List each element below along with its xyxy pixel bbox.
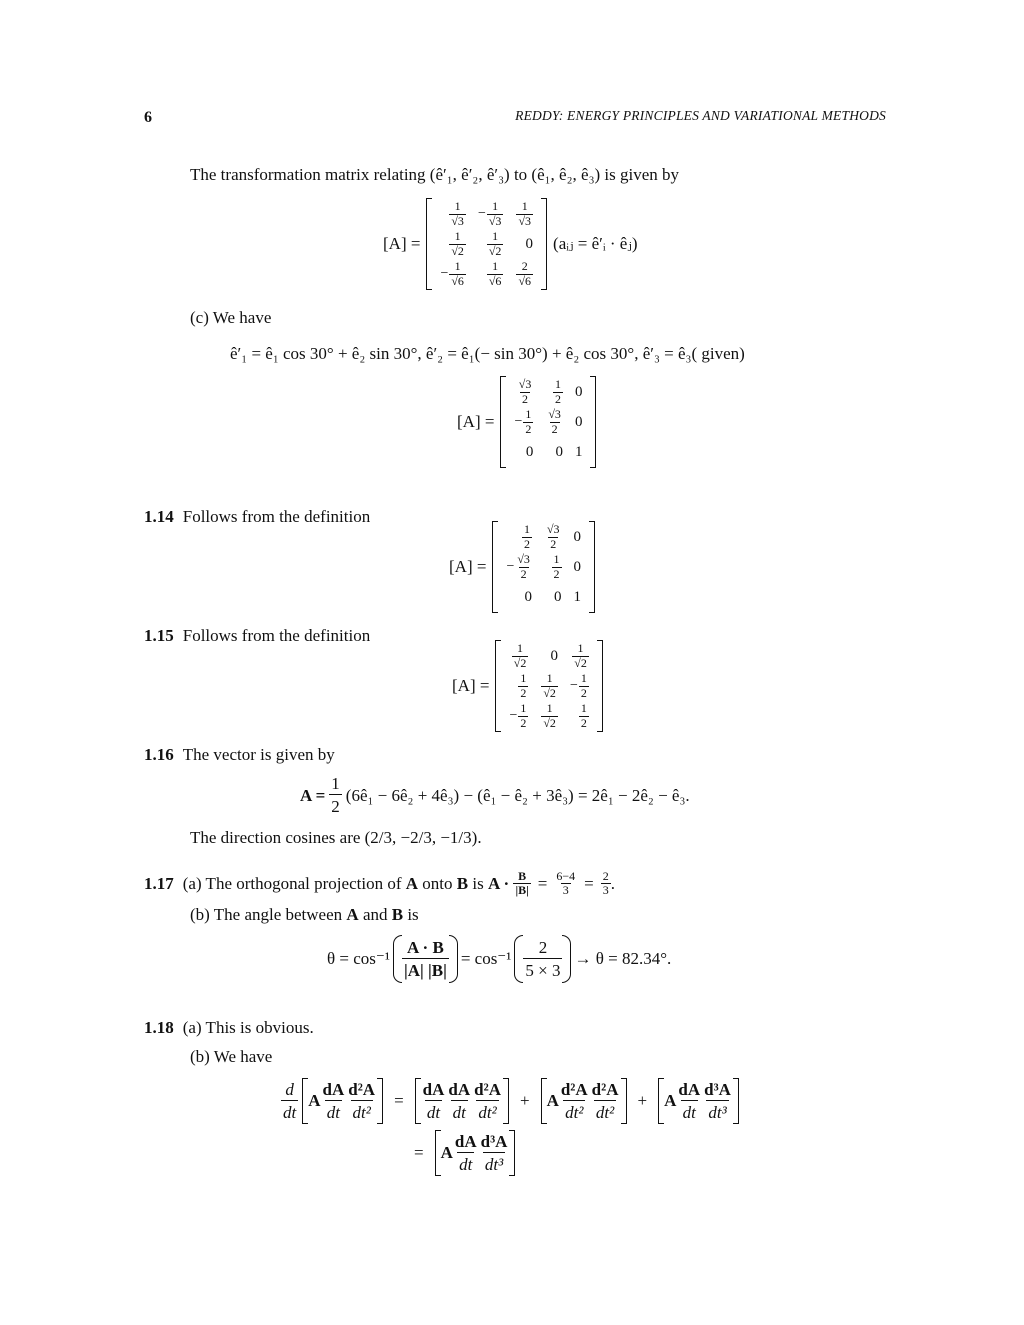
fraction-numerator: 1 (580, 701, 587, 716)
matrix-cell (568, 582, 588, 612)
fraction-denominator: √2 (543, 715, 556, 730)
fraction-numerator: 6−4 (556, 869, 576, 883)
fraction-numerator: 1 (454, 199, 461, 214)
entry-fraction (552, 553, 562, 580)
bracket-term (541, 1078, 627, 1124)
fraction-numerator: 1 (580, 671, 587, 686)
theta-arccos: θ = cos⁻¹ (327, 949, 390, 969)
unit-b-fraction (513, 870, 530, 897)
fraction-numerator: dA (448, 1079, 471, 1099)
equals-sign: = (537, 874, 548, 894)
matrix-cell (503, 701, 534, 731)
fraction-numerator: dA (422, 1079, 445, 1099)
fraction-denominator: dt (681, 1100, 698, 1123)
problem-1-16-text (144, 744, 335, 765)
matrix-cell (503, 671, 534, 701)
problem-1-15-equation (452, 640, 603, 732)
is-word: is (407, 905, 419, 924)
entry-fraction (579, 672, 589, 699)
matrix-note: (aᵢⱼ = ê′ᵢ · êⱼ) (553, 234, 638, 254)
matrix-entry: 1 (574, 443, 583, 460)
fraction-denominator: 3 (602, 883, 609, 898)
second-derivative (472, 1079, 503, 1124)
direction-cosines: The direction cosines are (2/3, −2/3, −1/3). (190, 828, 482, 847)
entry-fraction (541, 672, 558, 699)
derivative-equation-line-1 (281, 1078, 743, 1124)
second-derivative (590, 1079, 621, 1124)
part-a-text: (a) This is obvious. (182, 1018, 314, 1037)
matrix-cell (509, 229, 539, 259)
entry-fraction (522, 523, 532, 550)
fraction-denominator: 2 (550, 536, 557, 551)
problem-statement: The vector is given by (182, 745, 335, 764)
problem-number: 1.14 (144, 507, 174, 526)
matrix-cell (534, 701, 564, 731)
entry-sign: − (477, 206, 486, 222)
entry-sign: − (509, 708, 518, 724)
vector-a: A (405, 874, 419, 894)
fraction-denominator: √3 (488, 213, 502, 228)
matrix-cell (509, 259, 539, 289)
matrix-row (503, 641, 594, 671)
matrix-cell (538, 552, 568, 582)
bracket-term (415, 1078, 509, 1124)
fraction-numerator: d²A (560, 1079, 588, 1099)
third-derivative (479, 1131, 510, 1176)
fraction-denominator: 5 × 3 (523, 958, 562, 981)
fraction-denominator: dt (457, 1152, 474, 1175)
projection-fraction (554, 870, 577, 897)
matrix-row (434, 259, 539, 289)
vector-a: A (440, 1143, 453, 1163)
fraction-denominator: 2 (580, 715, 587, 730)
matrix-entry: 0 (524, 588, 532, 605)
half-fraction (329, 773, 342, 818)
problem-1-18-part-a (144, 1017, 314, 1038)
fraction-numerator: 1 (525, 407, 532, 422)
dot-over-norms (402, 937, 449, 982)
vector-lhs: A = (300, 785, 326, 805)
fraction-numerator: B (518, 869, 527, 883)
entry-sign: − (440, 266, 449, 282)
fraction-numerator: 1 (492, 259, 499, 274)
matrix-cell (508, 407, 539, 437)
fraction-denominator: √3 (451, 213, 464, 228)
vector-a: A (546, 1091, 559, 1111)
vector-b: B (391, 905, 404, 924)
bracket-term (658, 1078, 739, 1124)
vector-a: A (308, 1091, 321, 1111)
fraction-denominator: dt (281, 1100, 298, 1123)
fraction-numerator: 1 (521, 199, 528, 214)
vector-a: A (346, 905, 359, 924)
fraction-denominator: √6 (488, 273, 502, 288)
problem-statement: Follows from the definition (182, 507, 371, 526)
problem-1-18-part-b: (b) We have (190, 1047, 273, 1066)
entry-fraction (449, 230, 466, 257)
matrix-cell (434, 259, 472, 289)
first-derivative (676, 1079, 702, 1124)
bracket-term (435, 1130, 516, 1176)
derivative-equation-line-2 (407, 1130, 519, 1176)
a-dot: A · (487, 874, 510, 894)
fraction-numerator: d (285, 1079, 294, 1099)
fraction-numerator: d³A (480, 1131, 508, 1151)
fraction-denominator: √3 (518, 213, 532, 228)
entry-fraction (449, 260, 466, 287)
fraction-numerator: 1 (492, 229, 499, 244)
matrix-row (434, 199, 539, 229)
vector-rhs: (6ê₁ − 6ê₂ + 4ê₃) − (ê₁ − ê₂ + 3ê₃) = 2ê₁ − 2ê₂ − ê₃. (345, 785, 690, 805)
first-derivative (321, 1079, 347, 1124)
fraction-denominator: |A| |B| (402, 958, 449, 981)
matrix-row (503, 671, 594, 701)
problem-statement: Follows from the definition (182, 626, 371, 645)
angle-equation (327, 935, 671, 983)
fraction-denominator: √2 (574, 655, 587, 670)
matrix-cell (564, 641, 595, 671)
fraction-numerator: 1 (520, 671, 527, 686)
entry-fraction (546, 408, 563, 435)
matrix-cell (538, 522, 568, 552)
problem-1-14-text (144, 506, 370, 527)
paren-group (514, 935, 571, 983)
second-derivative (346, 1079, 377, 1124)
fraction-numerator: d²A (474, 1079, 501, 1099)
entry-fraction (572, 642, 589, 669)
matrix-cell (539, 377, 569, 407)
entry-fraction (517, 378, 534, 405)
matrix-row (508, 437, 588, 467)
transformation-matrix (426, 198, 547, 290)
fraction-numerator: 1 (577, 641, 584, 656)
fraction-denominator: √2 (451, 243, 464, 258)
entry-fraction (518, 672, 528, 699)
matrix-cell (500, 522, 538, 552)
fraction-numerator: dA (678, 1079, 701, 1099)
fraction-numerator: 1 (454, 259, 461, 274)
entry-fraction (553, 378, 563, 405)
problem-number: 1.17 (144, 874, 174, 894)
entry-fraction (516, 200, 533, 227)
entry-fraction (518, 702, 528, 729)
matrix-entry: 0 (574, 383, 583, 400)
running-head: REDDY: ENERGY PRINCIPLES AND VARIATIONAL METHODS (515, 108, 886, 123)
fraction-numerator: 1 (492, 199, 499, 214)
period: . (610, 874, 615, 894)
part-c-matrix (500, 376, 596, 468)
fraction-denominator: dt (425, 1100, 442, 1123)
fraction-numerator: 1 (553, 552, 560, 567)
matrix-cell (500, 552, 538, 582)
fraction-denominator: 2 (553, 566, 560, 581)
fraction-numerator: √3 (517, 552, 530, 567)
fraction-denominator: 2 (520, 715, 527, 730)
page-number: 6 (144, 109, 152, 126)
matrix-entry: 0 (555, 443, 563, 460)
fraction-numerator: √3 (518, 377, 532, 392)
matrix-row (500, 582, 587, 612)
fraction-denominator: 2 (551, 421, 558, 436)
equals-sign: = (414, 1143, 424, 1163)
fraction-denominator: 2 (520, 566, 527, 581)
matrix-cell (564, 671, 595, 701)
equals-sign: = (584, 874, 594, 894)
fraction-denominator: dt³ (483, 1152, 505, 1175)
fraction-denominator: 2 (522, 391, 529, 406)
fraction-denominator: dt³ (706, 1100, 728, 1123)
matrix-cell (508, 437, 539, 467)
part-c-intro: (c) We have (190, 308, 272, 327)
fraction-denominator: |B| (515, 883, 529, 898)
matrix-cell (534, 641, 564, 671)
first-derivative (421, 1079, 447, 1124)
fraction-denominator: 2 (554, 391, 561, 406)
fraction-numerator: d²A (591, 1079, 619, 1099)
part-c-matrix-equation (457, 376, 596, 468)
matrix-entry: 0 (554, 588, 562, 605)
problem-number: 1.18 (144, 1018, 174, 1037)
entry-fraction (512, 642, 529, 669)
matrix-cell (539, 437, 569, 467)
fraction-numerator: √3 (546, 522, 560, 537)
matrix-entry: 0 (573, 528, 582, 545)
matrix-cell (564, 701, 595, 731)
matrix-cell (569, 377, 589, 407)
matrix-cell (508, 377, 539, 407)
matrix-lhs: [A] = (449, 557, 487, 577)
matrix-lhs: [A] = (457, 412, 495, 432)
onto-word: onto (422, 874, 453, 894)
and-word: and (362, 905, 388, 924)
is-word: is (472, 874, 484, 894)
equals-arccos: = cos⁻¹ (460, 949, 512, 969)
fraction-numerator: 2 (602, 869, 609, 883)
fraction-numerator: 1 (523, 522, 530, 537)
fraction-numerator: 1 (546, 701, 553, 716)
fraction-denominator: √2 (488, 243, 502, 258)
part-c-basis-equation: ê′₁ = ê₁ cos 30° + ê₂ sin 30°, ê′₂ = ê₁(− sin 30°) + ê₂ cos 30°, ê′₃ = ê₃( given) (230, 344, 745, 363)
matrix-cell (472, 259, 510, 289)
vector-a: A (664, 1091, 677, 1111)
matrix-cell (472, 229, 510, 259)
fraction-denominator: dt (451, 1100, 468, 1123)
problem-1-17-part-b (190, 904, 419, 925)
first-derivative (453, 1131, 479, 1176)
fraction-numerator: 1 (546, 671, 553, 686)
vector-b: B (456, 874, 469, 894)
fraction-numerator: 2 (521, 259, 528, 274)
fraction-denominator: √6 (451, 273, 464, 288)
fraction-denominator: dt² (351, 1100, 373, 1123)
fraction-numerator: A · B (406, 937, 444, 957)
matrix-entry: 1 (573, 588, 582, 605)
matrix-cell (503, 641, 534, 671)
entry-fraction (541, 702, 558, 729)
fraction-denominator: dt² (563, 1100, 585, 1123)
entry-fraction (487, 230, 504, 257)
problem-1-14-equation (449, 521, 595, 613)
entry-sign: − (569, 678, 578, 694)
entry-fraction (579, 702, 589, 729)
angle-result: → θ = 82.34°. (574, 949, 672, 969)
problem-1-15-text (144, 625, 370, 646)
matrix-row (503, 701, 594, 731)
plus-sign: + (519, 1091, 530, 1111)
fraction-denominator: 2 (525, 421, 532, 436)
part-b-text: (b) The angle between (190, 905, 343, 924)
d-dt (281, 1079, 298, 1124)
transformation-equation (383, 198, 638, 290)
matrix-row (434, 229, 539, 259)
matrix-entry: 0 (573, 558, 582, 575)
fraction-denominator: √2 (543, 685, 556, 700)
problem-number: 1.15 (144, 626, 174, 645)
fraction-numerator: 2 (538, 937, 548, 957)
entry-fraction (516, 260, 533, 287)
fraction-numerator: d³A (704, 1079, 731, 1099)
fraction-denominator: dt² (594, 1100, 616, 1123)
entry-sign: − (514, 414, 523, 430)
fraction-numerator: 1 (331, 774, 340, 793)
fraction-denominator: √6 (518, 273, 532, 288)
entry-fraction (523, 408, 533, 435)
problem-1-15-matrix (495, 640, 602, 732)
plus-sign: + (637, 1091, 648, 1111)
second-derivative (559, 1079, 590, 1124)
entry-fraction (487, 200, 504, 227)
entry-fraction (449, 200, 466, 227)
matrix-cell (434, 229, 472, 259)
part-a-text: (a) The orthogonal projection of (182, 874, 402, 894)
matrix-lhs: [A] = (452, 676, 490, 696)
entry-sign: − (506, 559, 515, 575)
problem-1-14-matrix (492, 521, 595, 613)
problem-1-17-part-a (144, 870, 615, 897)
matrix-cell (472, 199, 510, 229)
fraction-denominator: √2 (513, 655, 527, 670)
matrix-entry: 0 (550, 647, 558, 664)
matrix-cell (534, 671, 564, 701)
fraction-denominator: 2 (520, 685, 527, 700)
matrix-cell (568, 522, 588, 552)
matrix-entry: 0 (525, 235, 534, 252)
equals-sign: = (394, 1091, 404, 1111)
first-derivative (446, 1079, 472, 1124)
third-derivative (702, 1079, 733, 1124)
matrix-cell (500, 582, 538, 612)
matrix-row (500, 522, 587, 552)
fraction-denominator: 2 (580, 685, 587, 700)
fraction-denominator: dt² (476, 1100, 498, 1123)
fraction-numerator: 1 (517, 641, 524, 656)
matrix-entry: 0 (525, 443, 534, 460)
fraction-numerator: 1 (520, 701, 527, 716)
matrix-cell (509, 199, 539, 229)
matrix-cell (434, 199, 472, 229)
problem-1-16-equation (300, 773, 690, 818)
fraction-denominator: 3 (562, 883, 569, 898)
matrix-entry: 0 (574, 413, 583, 430)
matrix-cell (569, 437, 589, 467)
fraction-numerator: 1 (554, 377, 561, 392)
transformation-intro: The transformation matrix relating (ê′₁, ê′₂, ê′₃) to (ê₁, ê₂, ê₃) is given by (190, 165, 680, 184)
fraction-denominator: 2 (523, 536, 530, 551)
matrix-cell (569, 407, 589, 437)
matrix-cell (568, 552, 588, 582)
fraction-numerator: d²A (348, 1079, 376, 1099)
entry-fraction (487, 260, 504, 287)
numeric-fraction (523, 937, 562, 982)
matrix-cell (538, 582, 568, 612)
matrix-row (500, 552, 587, 582)
fraction-denominator: 2 (329, 794, 342, 817)
bracket-term (302, 1078, 383, 1124)
matrix-lhs: [A] = (383, 234, 421, 254)
paren-group (393, 935, 458, 983)
result-fraction (601, 870, 611, 897)
matrix-row (508, 407, 588, 437)
fraction-numerator: 1 (454, 229, 461, 244)
matrix-cell (539, 407, 569, 437)
fraction-numerator: dA (454, 1131, 477, 1151)
matrix-row (508, 377, 588, 407)
fraction-denominator: dt (325, 1100, 342, 1123)
fraction-numerator: dA (322, 1079, 345, 1099)
fraction-numerator: √3 (548, 407, 561, 422)
entry-fraction (545, 523, 562, 550)
problem-number: 1.16 (144, 745, 174, 764)
entry-fraction (515, 553, 532, 580)
